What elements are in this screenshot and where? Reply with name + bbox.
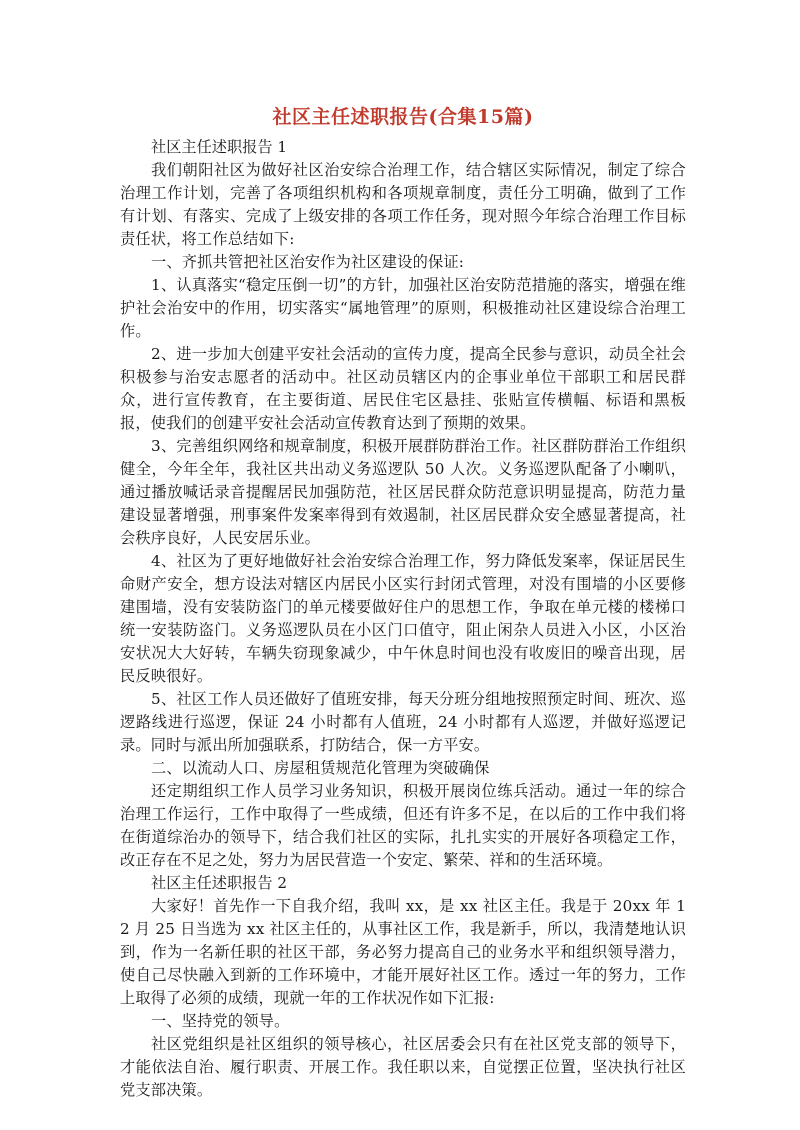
paragraph: 一、坚持党的领导。	[151, 1012, 290, 1030]
paragraph: 3、完善组织网络和规章制度，积极开展群防群治工作。社区群防群治工作组织健全，今年全年，我社区共出动义务巡逻队 50 人次。义务巡逻队配备了小喇叭，通过播放喊话录音提醒居民加强防范，社区居民群众防范意识明显提高，防范力量建设显著增强，刑事案件发案率得到有效遏制，社区居民群众安全感显著提高，社会秩序良好，人民安居乐业。	[120, 437, 686, 547]
paragraph: 我们朝阳社区为做好社区治安综合治理工作，结合辖区实际情况，制定了综合治理工作计划，完善了各项组织机构和各项规章制度，责任分工明确，做到了工作有计划、有落实、完成了上级安排的各项工作任务，现对照今年综合治理工作目标责任状，将工作总结如下:	[120, 161, 686, 248]
paragraph: 5、社区工作人员还做好了值班安排，每天分班分组地按照预定时间、班次、巡逻路线进行巡逻，保证 24 小时都有人值班，24 小时都有人巡逻，并做好巡逻记录。同时与派出所加强联系，打防结合，保一方平安。	[120, 690, 686, 754]
paragraph: 二、以流动人口、房屋租赁规范化管理为突破确保	[151, 759, 490, 777]
paragraph: 1、认真落实“稳定压倒一切”的方针，加强社区治安防范措施的落实，增强在维护社会治安中的作用，切实落实“属地管理”的原则，积极推动社区建设综合治理工作。	[120, 276, 686, 340]
section-heading: 社区主任述职报告 1	[151, 138, 287, 156]
section-heading: 社区主任述职报告 2	[151, 874, 287, 892]
document-page	[120, 104, 686, 1102]
paragraph: 4、社区为了更好地做好社会治安综合治理工作，努力降低发案率，保证居民生命财产安全，想方设法对辖区内居民小区实行封闭式管理，对没有围墙的小区要修建围墙，没有安装防盗门的单元楼要做好住户的思想工作，争取在单元楼的楼梯口统一安装防盗门。义务巡逻队员在小区门口值守，阻止闲杂人员进入小区，小区治安状况大大好转，车辆失窃现象减少，中午休息时间也没有收废旧的噪音出现，居民反映很好。	[120, 552, 686, 685]
paragraph: 大家好！首先作一下自我介绍，我叫 xx，是 xx 社区主任。我是于 20xx 年 12 月 25 日当选为 xx 社区主任的，从事社区工作，我是新手，所以，我清楚地认识到，作为一名新任职的社区干部，务必努力提高自己的业务水平和组织领导潜力，使自己尽快融入到新的工作环境中，才能开展好社区工作。透过一年的努力，工作上取得了必须的成绩，现就一年的工作状况作如下汇报:	[120, 897, 686, 1007]
paragraph: 一、齐抓共管把社区治安作为社区建设的保证:	[151, 253, 465, 271]
document-body	[120, 136, 686, 1102]
paragraph: 还定期组织工作人员学习业务知识，积极开展岗位练兵活动。通过一年的综合治理工作运行，工作中取得了一些成绩，但还有许多不足，在以后的工作中我们将在街道综治办的领导下，结合我们社区的实际，扎扎实实的开展好各项稳定工作，改正存在不足之处，努力为居民营造一个安定、繁荣、祥和的生活环境。	[120, 782, 686, 869]
paragraph: 2、进一步加大创建平安社会活动的宣传力度，提高全民参与意识，动员全社会积极参与治安志愿者的活动中。社区动员辖区内的企事业单位干部职工和居民群众，进行宣传教育，在主要街道、居民住宅区悬挂、张贴宣传横幅、标语和黑板报，使我们的创建平安社会活动宣传教育达到了预期的效果。	[120, 345, 686, 432]
document-title: 社区主任述职报告(合集15篇)	[272, 106, 534, 128]
paragraph: 社区党组织是社区组织的领导核心，社区居委会只有在社区党支部的领导下，才能依法自治、履行职责、开展工作。我任职以来，自觉摆正位置，坚决执行社区党支部决策。	[120, 1035, 686, 1099]
